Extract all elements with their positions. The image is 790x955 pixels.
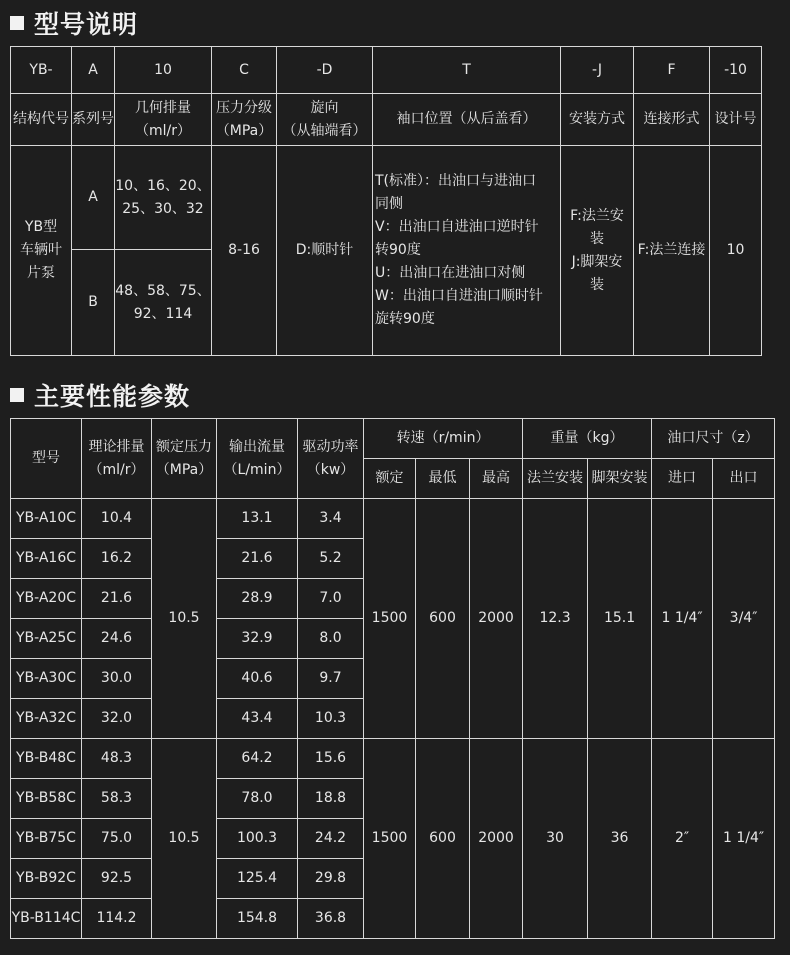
flow-cell: 21.6 [217, 539, 298, 579]
section-title-text: 主要性能参数 [34, 382, 191, 411]
header-cell: 安装方式 [561, 94, 634, 146]
model-cell: YB-B75C [11, 819, 82, 859]
description-row-a [11, 146, 762, 250]
code-cell: -J [561, 47, 634, 94]
model-cell: YB-A32C [11, 699, 82, 739]
header-cell-outlet: 出口 [713, 459, 775, 499]
pressure-grade-cell: 8-16 [212, 146, 277, 356]
flow-cell: 28.9 [217, 579, 298, 619]
square-bullet-icon [10, 388, 24, 402]
power-cell: 9.7 [298, 659, 364, 699]
header-cell-speed-rated: 额定 [364, 459, 416, 499]
code-row [11, 47, 762, 94]
power-cell: 36.8 [298, 899, 364, 939]
header-cell: 连接形式 [634, 94, 710, 146]
port-position-cell: T(标准）：出油口与进油口 同侧 V：出油口自进油口逆时针 转90度 U：出油口在进油口对侧 W：出油口自进油口顺时针 旋转90度 [373, 146, 561, 356]
power-cell: 7.0 [298, 579, 364, 619]
model-cell: YB-A16C [11, 539, 82, 579]
model-cell: YB-B92C [11, 859, 82, 899]
speed-rated-cell: 1500 [364, 739, 416, 939]
header-cell-pressure: 额定压力 （MPa） [152, 419, 217, 499]
code-cell: -10 [710, 47, 762, 94]
model-code-table [10, 46, 762, 356]
header-cell-flow: 输出流量 （L/min） [217, 419, 298, 499]
inlet-size-cell: 2″ [652, 739, 713, 939]
power-cell: 24.2 [298, 819, 364, 859]
header-cell: 设计号 [710, 94, 762, 146]
code-cell: -D [277, 47, 373, 94]
flow-cell: 40.6 [217, 659, 298, 699]
header-row-top [11, 419, 775, 459]
code-cell: C [212, 47, 277, 94]
mount-type-cell: F:法兰安 装 J:脚架安 装 [561, 146, 634, 356]
header-cell-weight-flange: 法兰安装 [523, 459, 588, 499]
model-cell: YB-A20C [11, 579, 82, 619]
speed-max-cell: 2000 [470, 739, 523, 939]
header-cell-inlet: 进口 [652, 459, 713, 499]
displacement-cell: 21.6 [82, 579, 152, 619]
square-bullet-icon [10, 16, 24, 30]
flow-cell: 100.3 [217, 819, 298, 859]
rated-pressure-cell: 10.5 [152, 499, 217, 739]
rotation-cell: D:顺时针 [277, 146, 373, 356]
header-cell: 几何排量 （ml/r） [115, 94, 212, 146]
series-cell: A [72, 146, 115, 250]
design-number-cell: 10 [710, 146, 762, 356]
displacement-cell: 58.3 [82, 779, 152, 819]
displacement-cell: 32.0 [82, 699, 152, 739]
header-cell: 压力分级 （MPa） [212, 94, 277, 146]
weight-flange-cell: 12.3 [523, 499, 588, 739]
rated-pressure-cell: 10.5 [152, 739, 217, 939]
code-cell: F [634, 47, 710, 94]
speed-max-cell: 2000 [470, 499, 523, 739]
displacement-cell: 10、16、20、 25、30、32 [115, 146, 212, 250]
outlet-size-cell: 1 1/4″ [713, 739, 775, 939]
outlet-size-cell: 3/4″ [713, 499, 775, 739]
speed-min-cell: 600 [416, 499, 470, 739]
displacement-cell: 114.2 [82, 899, 152, 939]
weight-flange-cell: 30 [523, 739, 588, 939]
header-cell-speed-min: 最低 [416, 459, 470, 499]
flow-cell: 125.4 [217, 859, 298, 899]
section-title-performance [10, 380, 190, 410]
speed-min-cell: 600 [416, 739, 470, 939]
displacement-cell: 24.6 [82, 619, 152, 659]
header-cell-model: 型号 [11, 419, 82, 499]
flow-cell: 154.8 [217, 899, 298, 939]
power-cell: 8.0 [298, 619, 364, 659]
header-cell: 结构代号 [11, 94, 72, 146]
header-cell-displacement: 理论排量 （ml/r） [82, 419, 152, 499]
table-row [11, 739, 775, 779]
weight-foot-cell: 36 [588, 739, 652, 939]
flow-cell: 13.1 [217, 499, 298, 539]
power-cell: 15.6 [298, 739, 364, 779]
model-cell: YB-B48C [11, 739, 82, 779]
power-cell: 5.2 [298, 539, 364, 579]
section-title-text: 型号说明 [34, 10, 139, 39]
flow-cell: 32.9 [217, 619, 298, 659]
model-cell: YB-A25C [11, 619, 82, 659]
header-cell-port-size: 油口尺寸（z） [652, 419, 775, 459]
power-cell: 3.4 [298, 499, 364, 539]
displacement-cell: 10.4 [82, 499, 152, 539]
header-cell-power: 驱动功率 （kw） [298, 419, 364, 499]
inlet-size-cell: 1 1/4″ [652, 499, 713, 739]
displacement-cell: 30.0 [82, 659, 152, 699]
speed-rated-cell: 1500 [364, 499, 416, 739]
performance-table [10, 418, 775, 939]
header-cell: 旋向 （从轴端看） [277, 94, 373, 146]
model-cell: YB-B114C [11, 899, 82, 939]
displacement-cell: 16.2 [82, 539, 152, 579]
flow-cell: 64.2 [217, 739, 298, 779]
header-row [11, 94, 762, 146]
code-cell: T [373, 47, 561, 94]
header-cell-weight: 重量（kg） [523, 419, 652, 459]
displacement-cell: 48、58、75、 92、114 [115, 250, 212, 356]
code-cell: YB- [11, 47, 72, 94]
power-cell: 29.8 [298, 859, 364, 899]
code-cell: 10 [115, 47, 212, 94]
header-cell: 系列号 [72, 94, 115, 146]
connection-type-cell: F:法兰连接 [634, 146, 710, 356]
structure-code-cell: YB型 车辆叶 片泵 [11, 146, 72, 356]
header-cell: 袖口位置（从后盖看） [373, 94, 561, 146]
displacement-cell: 48.3 [82, 739, 152, 779]
power-cell: 10.3 [298, 699, 364, 739]
flow-cell: 78.0 [217, 779, 298, 819]
header-cell-speed: 转速（r/min） [364, 419, 523, 459]
code-cell: A [72, 47, 115, 94]
model-cell: YB-A10C [11, 499, 82, 539]
flow-cell: 43.4 [217, 699, 298, 739]
table-row [11, 499, 775, 539]
displacement-cell: 92.5 [82, 859, 152, 899]
weight-foot-cell: 15.1 [588, 499, 652, 739]
power-cell: 18.8 [298, 779, 364, 819]
series-cell: B [72, 250, 115, 356]
section-title-model-description [10, 8, 138, 38]
header-cell-weight-foot: 脚架安装 [588, 459, 652, 499]
displacement-cell: 75.0 [82, 819, 152, 859]
model-cell: YB-B58C [11, 779, 82, 819]
header-cell-speed-max: 最高 [470, 459, 523, 499]
model-cell: YB-A30C [11, 659, 82, 699]
